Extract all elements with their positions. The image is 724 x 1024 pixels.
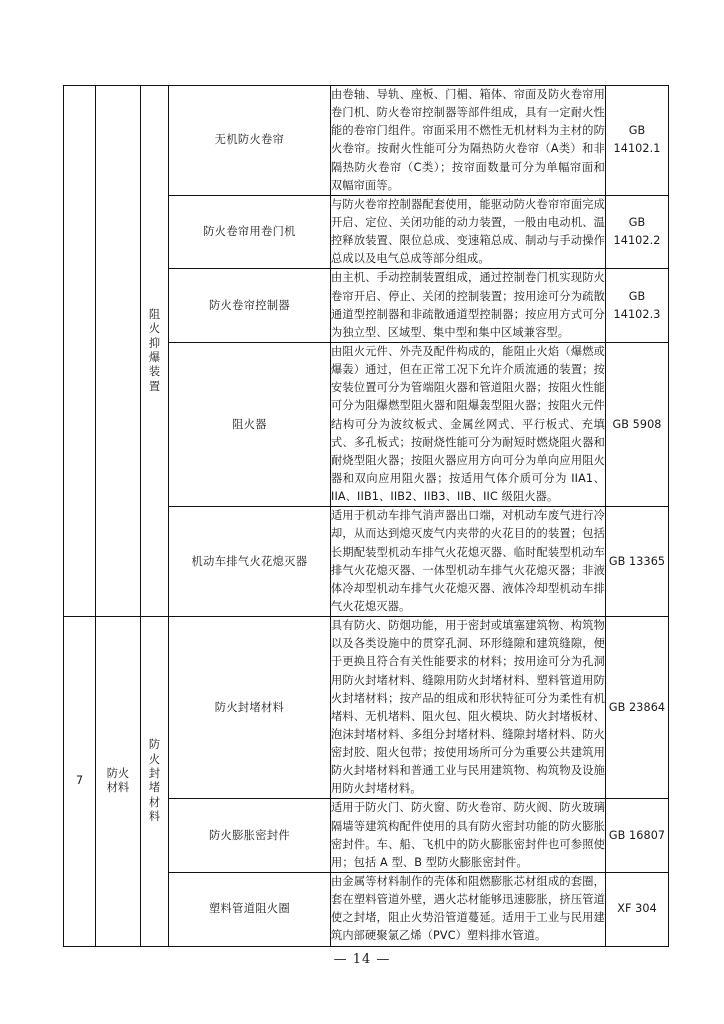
cell-product-description: 适用于机动车排气消声器出口端，对机动车废气进行冷却，从而达到熄灭废气内夹带的火花目的的装置；包括长期配装型机动车排气火花熄灭器、临时配装型机动车排气火花熄灭器、一体型机动车排气火花熄灭器；非液体冷却型机动车排气火花熄灭器、液体冷却型机动车排气火花熄灭器。 <box>331 507 606 617</box>
cell-standard-number: GB 23864 <box>606 617 669 799</box>
cell-standard-number: GB 14102.1 <box>606 86 669 196</box>
cell-category <box>96 86 141 617</box>
vertical-char: 材 <box>148 795 161 809</box>
vertical-char: 料 <box>148 810 161 823</box>
page-number-footer: — 14 — <box>333 952 391 967</box>
cell-product-description: 与防火卷帘控制器配套使用，能驱动防火卷帘帘面完成开启、定位、关闭功能的动力装置，一般由电动机、温控释放装置、限位总成、变速箱总成、制动与手动操作总成以及电气总成等部分组成。 <box>331 195 606 269</box>
vertical-char: 抑 <box>148 336 161 350</box>
cell-standard-number: GB 14102.2 <box>606 195 669 269</box>
cell-standard-number: GB 13365 <box>606 507 669 617</box>
vertical-char: 装 <box>148 365 161 379</box>
vertical-char-pair: 材料 <box>106 781 130 795</box>
table-row <box>64 86 669 196</box>
cell-product-description: 适用于防火门、防火窗、防火卷帘、防火阀、防火玻璃隔墙等建筑构配件使用的具有防火密封功能的防火膨胀密封件。车、船、飞机中的防火膨胀密封件也可参照使用；包括 A 型、B 型防火膨胀密封件。 <box>331 799 606 873</box>
vertical-char: 火 <box>148 322 161 336</box>
fire-product-spec-table <box>63 85 669 947</box>
cell-serial-number: 7 <box>64 617 96 947</box>
cell-product-name: 塑料管道阻火圈 <box>169 873 331 947</box>
cell-standard-number: GB 16807 <box>606 799 669 873</box>
cell-product-name: 防火卷帘控制器 <box>169 269 331 343</box>
vertical-char: 爆 <box>148 351 161 365</box>
table-row <box>64 617 669 799</box>
cell-serial-number <box>64 86 96 617</box>
vertical-char-pair: 防火 <box>106 767 130 781</box>
cell-standard-number: GB 14102.3 <box>606 269 669 343</box>
cell-subcategory <box>141 617 169 947</box>
cell-product-name: 防火封堵材料 <box>169 617 331 799</box>
cell-product-name: 机动车排气火花熄灭器 <box>169 507 331 617</box>
cell-category <box>96 617 141 947</box>
cell-product-name: 无机防火卷帘 <box>169 86 331 196</box>
cell-product-description: 由主机、手动控制装置组成，通过控制卷门机实现防火卷帘开启、停止、关闭的控制装置；按用途可分为疏散通道型控制器和非疏散通道型控制器；按应用方式可分为独立型、区域型、集中型和集中区域兼容型。 <box>331 269 606 343</box>
vertical-char: 火 <box>148 752 161 766</box>
subcategory-label-vertical <box>141 308 168 394</box>
vertical-char: 置 <box>148 379 161 393</box>
vertical-char: 阻 <box>148 308 161 322</box>
category-label-vertical <box>96 767 140 796</box>
cell-product-name: 防火卷帘用卷门机 <box>169 195 331 269</box>
cell-subcategory <box>141 86 169 617</box>
cell-product-name: 防火膨胀密封件 <box>169 799 331 873</box>
vertical-char: 防 <box>148 738 161 752</box>
cell-product-description: 由卷轴、导轨、座板、门楣、箱体、帘面及防火卷帘用卷门机、防火卷帘控制器等部件组成，具有一定耐火性能的卷帘门组件。帘面采用不燃性无机材料为主材的防火卷帘。按耐火性能可分为隔热防火卷帘（A类）和非隔热防火卷帘（C类）；按帘面数量可分为单幅帘面和双幅帘面等。 <box>331 86 606 196</box>
cell-product-description: 由阻火元件、外壳及配件构成的，能阻止火焰（爆燃或爆轰）通过，但在正常工况下允许介质流通的装置；按安装位置可分为管端阻火器和管道阻火器；按阻火性能可分为阻爆燃型阻火器和阻爆轰型阻火器；按阻火元件结构可分为波纹板式、金属丝网式、平行板式、充填式、多孔板式；按耐烧性能可分为耐短时燃烧阻火器和耐烧型阻火器；按阻火器应用方向可分为单向应用阻火器和双向应用阻火器；按适用气体介质可分为 IIA1、IIA、IIB1、IIB2、IIB3、IIB、IIC 级阻火器。 <box>331 342 606 506</box>
subcategory-label-vertical <box>141 738 168 824</box>
cell-product-name: 阻火器 <box>169 342 331 506</box>
page-content-area <box>63 85 668 947</box>
cell-product-description: 由金属等材料制作的壳体和阻燃膨胀芯材组成的套圈，套在塑料管道外壁，遇火芯材能够迅速膨胀，挤压管道使之封堵，阻止火势沿管道蔓延。适用于工业与民用建筑内部硬聚氯乙烯（PVC）塑料排水管道。 <box>331 873 606 947</box>
vertical-char: 堵 <box>148 781 161 795</box>
cell-standard-number: GB 5908 <box>606 342 669 506</box>
cell-product-description: 具有防火、防烟功能，用于密封或填塞建筑物、构筑物以及各类设施中的贯穿孔洞、环形缝隙和建筑缝隙，便于更换且符合有关性能要求的材料；按用途可分为孔洞用防火封堵材料、缝隙用防火封堵材料、塑料管道用防火封堵材料；按产品的组成和形状特征可分为柔性有机堵料、无机堵料、阻火包、阻火模块、防火封堵板材、泡沫封堵材料、多组分封堵材料、缝隙封堵材料、防火密封胶、阻火包带；按使用场所可分为重要公共建筑用防火封堵材料和普通工业与民用建筑物、构筑物及设施用防火封堵材料。 <box>331 617 606 799</box>
vertical-char: 封 <box>148 767 161 781</box>
cell-standard-number: XF 304 <box>606 873 669 947</box>
